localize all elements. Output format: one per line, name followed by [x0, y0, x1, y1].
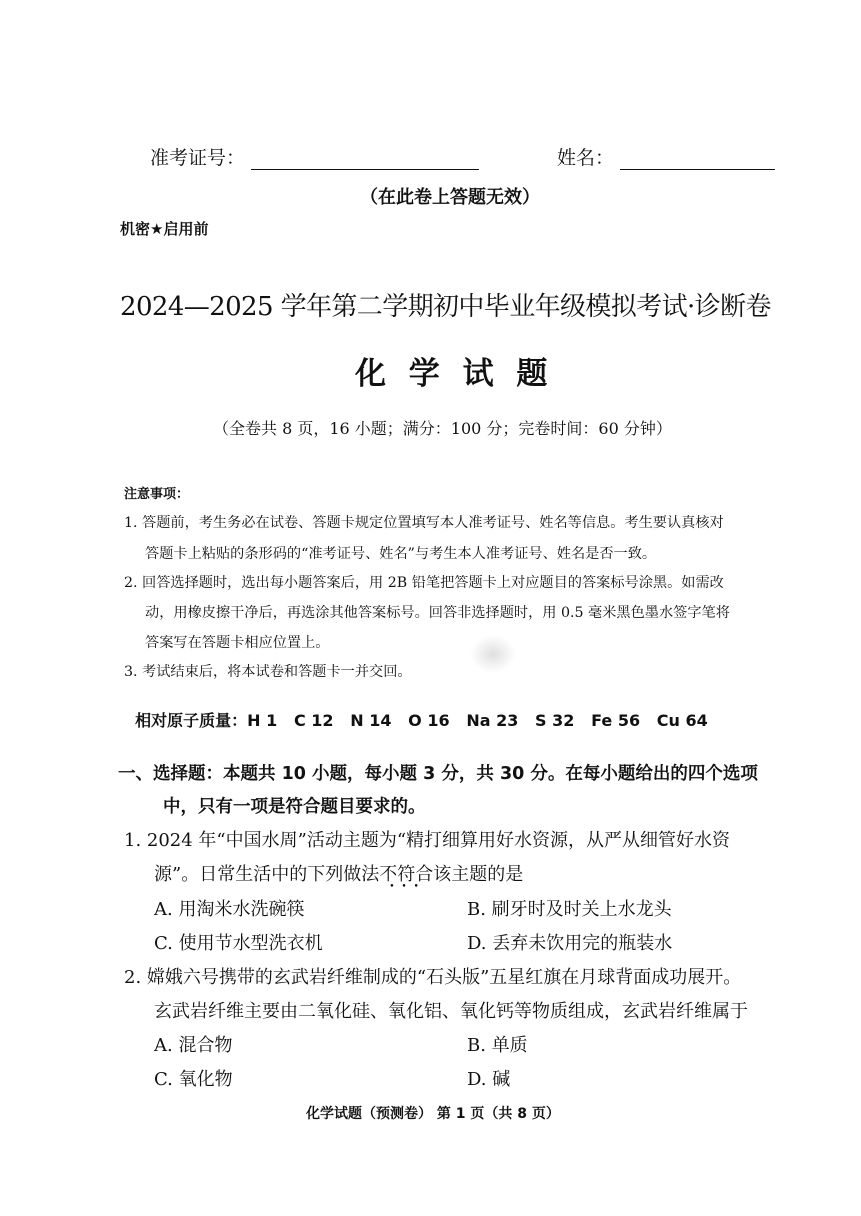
q2-stem-line-1: 2. 嫦娥六号携带的玄武岩纤维制成的“石头版”五星红旗在月球背面成功展开。: [124, 967, 742, 988]
q1-option-b[interactable]: B. 刷牙时及时关上水龙头: [467, 899, 672, 920]
note-2-line-1: 2. 回答选择题时，选出每小题答案后，用 2B 铅笔把答题卡上对应题目的答案标号涂黑。如需改: [124, 575, 724, 591]
q1-emphasis: 不符合 • • •: [379, 860, 433, 886]
invalid-note: （在此卷上答题无效）: [360, 187, 540, 208]
q2-option-a[interactable]: A. 混合物: [154, 1035, 233, 1056]
q1-option-d[interactable]: D. 丢弃未饮用完的瓶装水: [467, 933, 673, 954]
notes-heading: 注意事项：: [124, 487, 190, 502]
secret-label: 机密★启用前: [120, 220, 209, 238]
exam-id-blank[interactable]: [251, 147, 479, 170]
note-1-line-2: 答题卡上粘贴的条形码的“准考证号、姓名”与考生本人准考证号、姓名是否一致。: [145, 546, 657, 562]
atomic-mass-text: 相对原子质量：H 1 C 12 N 14 O 16 Na 23 S 32 Fe 56 Cu 64: [135, 711, 708, 730]
q1-stem-pre: 源”。日常生活中的下列做法: [154, 864, 380, 885]
q1-stem-line-2: [154, 860, 523, 886]
q1-stem-line-1: 1. 2024 年“中国水周”活动主题为“精打细算用好水资源，从严从细管好水资: [124, 830, 731, 851]
page-footer: 化学试题（预测卷） 第 1 页（共 8 页）: [306, 1106, 560, 1122]
q2-option-d[interactable]: D. 碱: [467, 1069, 511, 1090]
scan-smudge: [470, 635, 516, 673]
note-2-line-2: 动，用橡皮擦干净后，再选涂其他答案标号。回答非选择题时，用 0.5 毫米黑色墨水签字笔将: [145, 605, 730, 621]
section-1-title-line-1: 一、选择题：本题共 10 小题，每小题 3 分，共 30 分。在每小题给出的四个选项: [118, 764, 758, 784]
name-blank[interactable]: [620, 147, 775, 170]
atomic-mass: [124, 689, 708, 731]
q1-option-c[interactable]: C. 使用节水型洗衣机: [154, 933, 323, 954]
q1-stem-post: 该主题的是: [433, 864, 524, 885]
q1-option-a[interactable]: A. 用淘米水洗碗筷: [154, 899, 305, 920]
note-1-line-1: 1. 答题前，考生务必在试卷、答题卡规定位置填写本人准考证号、姓名等信息。考生要认真核对: [124, 515, 724, 531]
subject-title: 化 学 试 题: [355, 356, 554, 392]
name-label: 姓名：: [557, 147, 615, 169]
q2-stem-line-2: 玄武岩纤维主要由二氧化硅、氧化铝、氧化钙等物质组成，玄武岩纤维属于: [154, 1001, 748, 1022]
note-2-line-3: 答案写在答题卡相应位置上。: [145, 635, 330, 651]
q2-option-c[interactable]: C. 氧化物: [154, 1069, 233, 1090]
exam-title: 2024—2025 学年第二学期初中毕业年级模拟考试·诊断卷: [120, 292, 771, 322]
exam-info: （全卷共 8 页，16 小题；满分：100 分；完卷时间：60 分钟）: [213, 419, 672, 438]
note-3: 3. 考试结束后，将本试卷和答题卡一并交回。: [124, 664, 412, 680]
exam-id-label: 准考证号：: [150, 147, 246, 169]
section-1-title-line-2: 中，只有一项是符合题目要求的。: [163, 797, 426, 817]
q2-option-b[interactable]: B. 单质: [467, 1035, 528, 1056]
exam-id-row: [150, 143, 479, 170]
name-row: [557, 143, 775, 170]
